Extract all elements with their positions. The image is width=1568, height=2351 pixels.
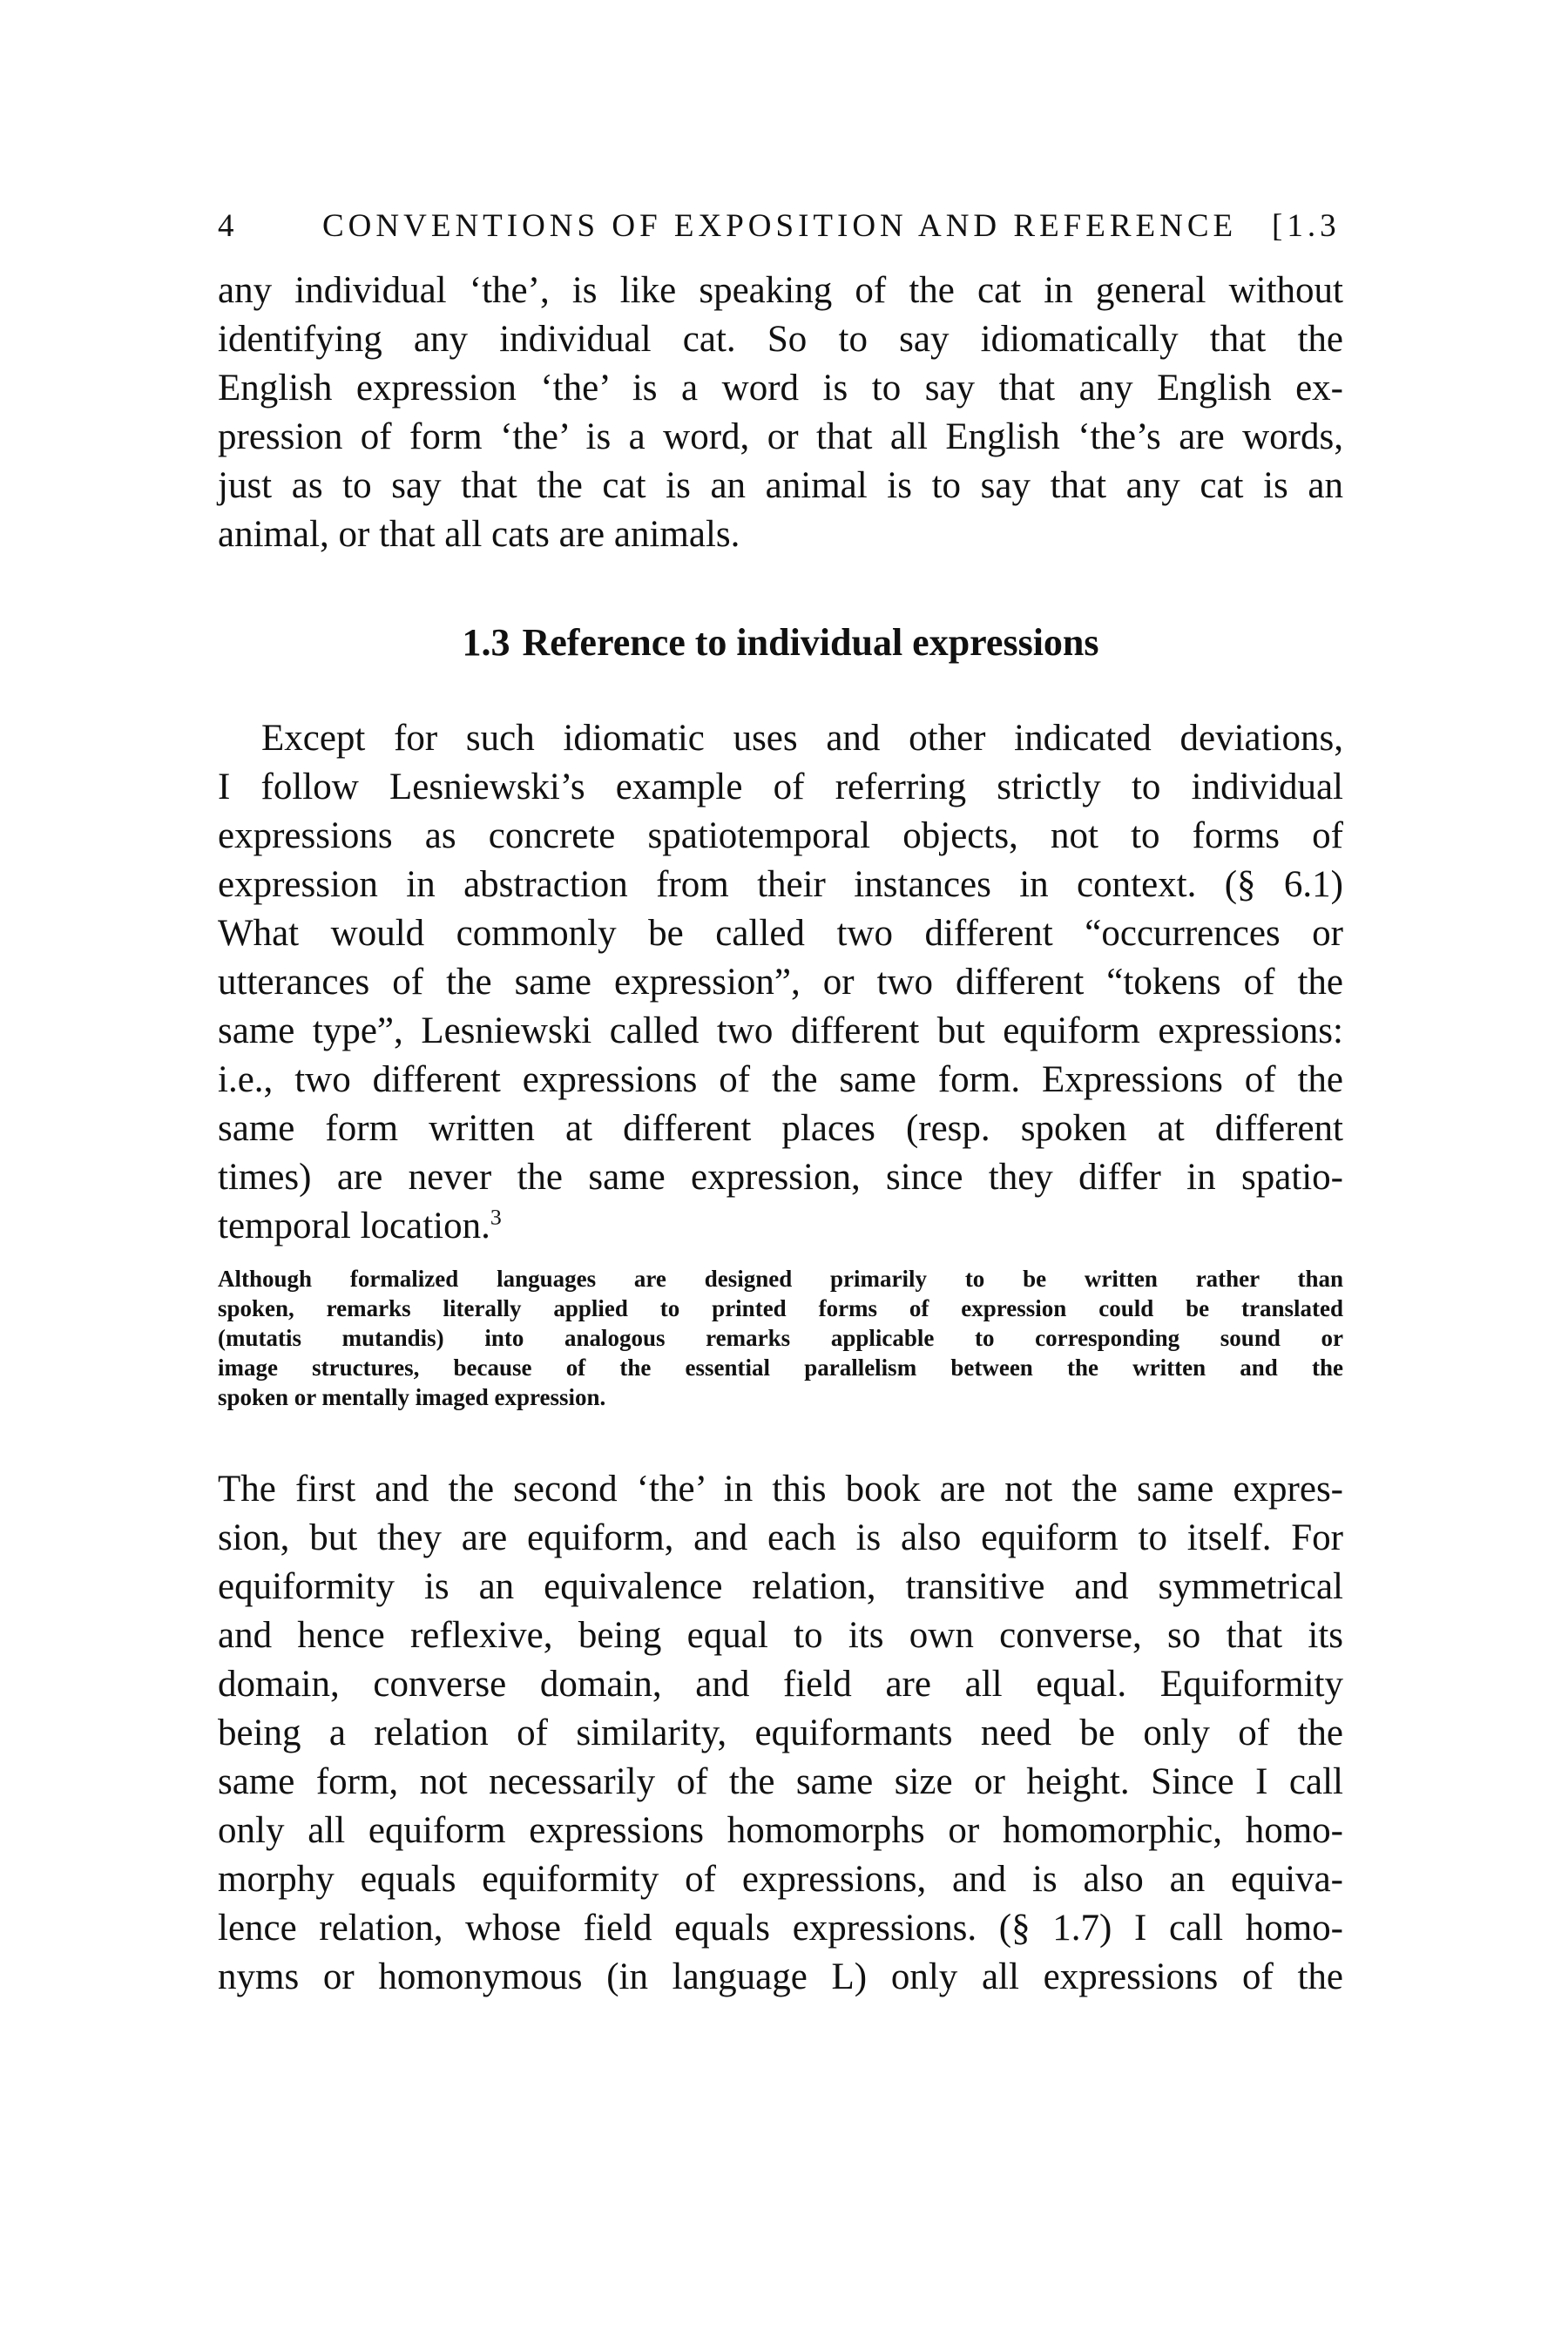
running-head <box>218 207 1350 251</box>
text-line: lence relation, whose field equals expressions. (§ 1.7) I call homo- <box>218 1908 1343 1949</box>
section-number: 1.3 <box>462 621 510 664</box>
text-line: English expression ‘the’ is a word is to say that any English ex- <box>218 368 1343 409</box>
text-line: any individual ‘the’, is like speaking of the cat in general without <box>218 270 1343 311</box>
text-line: same form, not necessarily of the same size or height. Since I call <box>218 1761 1343 1802</box>
text-line: just as to say that the cat is an animal is to say that any cat is an <box>218 465 1343 506</box>
text-line: domain, converse domain, and field are all equal. Equiformity <box>218 1664 1343 1705</box>
text-line: equiformity is an equivalence relation, transitive and symmetrical <box>218 1566 1343 1607</box>
running-section: [1.3 <box>1272 208 1341 244</box>
footnote-line: spoken, remarks literally applied to printed forms of expression could be translated <box>218 1295 1343 1321</box>
text-line-content: temporal location. <box>218 1206 490 1246</box>
text-line: The first and the second ‘the’ in this book are not the same expres- <box>218 1469 1343 1510</box>
text-line: morphy equals equiformity of expressions, and is also an equiva- <box>218 1859 1343 1900</box>
text-line: identifying any individual cat. So to say idiomatically that the <box>218 319 1343 360</box>
section-heading <box>218 620 1343 672</box>
footnote-marker: 3 <box>490 1204 502 1230</box>
text-line: expression in abstraction from their instances in context. (§ 6.1) <box>218 864 1343 905</box>
text-line: and hence reflexive, being equal to its own converse, so that its <box>218 1615 1343 1656</box>
text-line: pression of form ‘the’ is a word, or that all English ‘the’s are words, <box>218 416 1343 457</box>
running-title: CONVENTIONS OF EXPOSITION AND REFERENCE <box>322 208 1238 244</box>
section-title: Reference to individual expressions <box>522 621 1099 664</box>
text-line: expressions as concrete spatiotemporal objects, not to forms of <box>218 815 1343 856</box>
text-line: I follow Lesniewski’s example of referring strictly to individual <box>218 767 1343 807</box>
text-line: times) are never the same expression, since they differ in spatio- <box>218 1157 1343 1198</box>
text-line <box>218 1202 1343 1251</box>
text-line: i.e., two different expressions of the same form. Expressions of the <box>218 1059 1343 1100</box>
footnote-line: spoken or mentally imaged expression. <box>218 1384 606 1410</box>
text-line: utterances of the same expression”, or two different “tokens of the <box>218 962 1343 1003</box>
text-line: Except for such idiomatic uses and other indicated deviations, <box>261 718 1343 759</box>
text-line: same type”, Lesniewski called two different but equiform expressions: <box>218 1010 1343 1051</box>
footnote-line: image structures, because of the essential parallelism between the written and the <box>218 1355 1343 1381</box>
text-line: same form written at different places (resp. spoken at different <box>218 1108 1343 1149</box>
footnote-line: (mutatis mutandis) into analogous remarks applicable to corresponding sound or <box>218 1325 1343 1351</box>
text-line: sion, but they are equiform, and each is also equiform to itself. For <box>218 1517 1343 1558</box>
text-line: What would commonly be called two different “occurrences or <box>218 913 1343 954</box>
text-line: being a relation of similarity, equiformants need be only of the <box>218 1713 1343 1753</box>
footnote-line: Although formalized languages are designed primarily to be written rather than <box>218 1266 1343 1292</box>
text-line: animal, or that all cats are animals. <box>218 514 740 555</box>
text-line: nyms or homonymous (in language L) only all expressions of the <box>218 1956 1343 1997</box>
text-line: only all equiform expressions homomorphs or homomorphic, homo- <box>218 1810 1343 1851</box>
page-number: 4 <box>218 208 239 244</box>
